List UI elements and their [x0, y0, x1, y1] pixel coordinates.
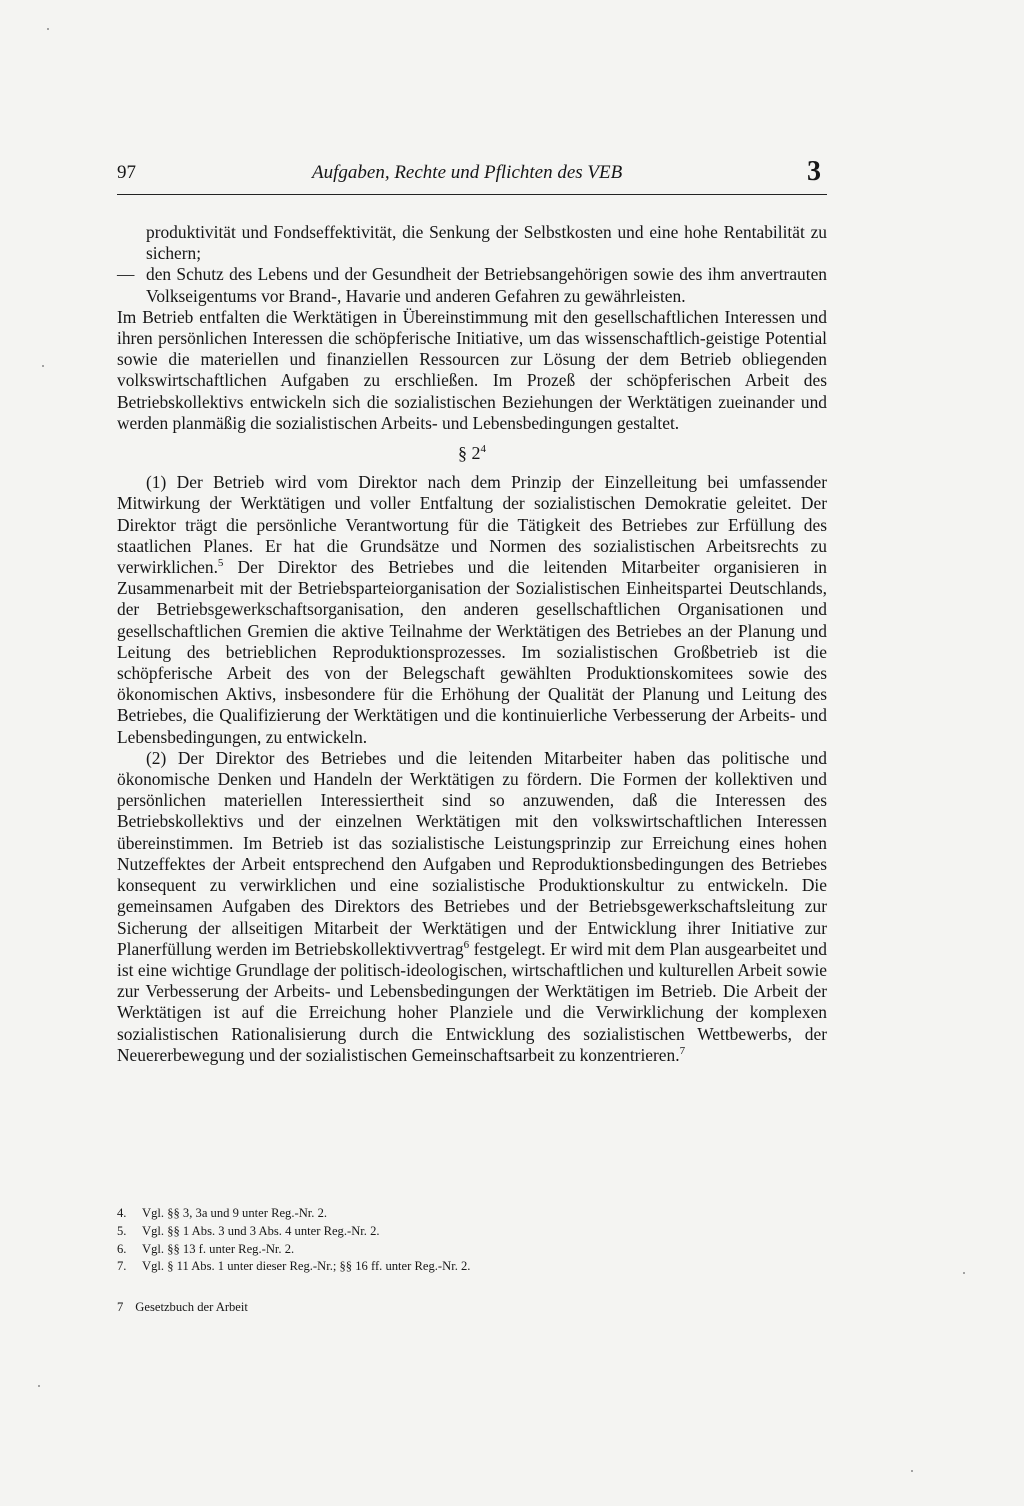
footnotes	[117, 1205, 827, 1276]
paragraph-1-text-b: Der Direktor des Betriebes und die leitenden Mitarbeiter organisieren in Zusammenarbeit mit der Betriebsparteiorganisation der Sozialistischen Einheitspartei Deutschlands, der Betriebsgewerkschaftsorganisation, den anderen gesellschaftlichen Organisationen und gesellschaftlichen Gremien die aktive Teilnahme der Werktätigen des Betriebes an der Planung und Leitung des betrieblichen Reproduktionsprozesses. Im sozialistischen Großbetrieb ist die schöpferische Arbeit des von der Belegschaft gewählten Produktionskomitees sowie des ökonomischen Aktivs, insbesondere für die Erhöhung der Qualität der Planung und Leitung des Betriebes, die Qualifizierung der Werktätigen und die kontinuierliche Verbesserung der Arbeits- und Lebensbedingungen, zu entwickeln.	[117, 557, 827, 747]
footnote-ref: 6	[463, 938, 470, 951]
footnote-number: 4.	[117, 1206, 127, 1220]
scan-speck	[38, 1385, 40, 1387]
footnote	[117, 1223, 827, 1241]
running-title: Aufgaben, Rechte und Pflichten des VEB	[312, 162, 623, 183]
footnote-number: 7.	[117, 1259, 127, 1274]
page-number: 97	[117, 162, 136, 183]
scan-speck	[911, 1470, 913, 1472]
footnote-ref: 5	[217, 557, 224, 570]
body-text	[117, 222, 827, 1066]
scan-speck	[47, 28, 49, 30]
footnote	[117, 1241, 827, 1259]
section-heading	[117, 443, 827, 464]
signature-number: 7	[117, 1300, 124, 1314]
paragraph-1-text-a: (1) Der Betrieb wird vom Direktor nach dem Prinzip der Einzelleitung bei umfassender Mitwirkung der Werktätigen und voller Entfaltung der sozialistischen Demokratie geleitet. Der Direktor trägt die persönliche Verantwortung für die Tätigkeit des Betriebes zur Erfüllung des staatlichen Planes. Er hat die Grundsätze und Normen des sozialistischen Arbeitsrechts zu verwirklichen.	[117, 472, 827, 578]
paragraph-2-text-b: festgelegt. Er wird mit dem Plan ausgearbeitet und ist eine wichtige Grundlage der politisch-ideologischen, wirtschaftlichen und kulturellen Arbeit sowie zur Verbesserung der Arbeits- und Lebensbedingungen der Werktätigen im Betrieb. Die Arbeit der Werktätigen ist auf die Erreichung hoher Planziele und die Verwirklichung der komplexen sozialistischen Rationalisierung durch die Entwicklung des sozialistischen Wettbewerbs, der Neuererbewegung und der sozialistischen Gemeinschaftsarbeit zu konzentrieren.	[117, 938, 827, 1065]
footnote-ref: 7	[679, 1044, 686, 1057]
footnote	[117, 1258, 827, 1276]
dash-item-text: den Schutz des Lebens und der Gesundheit der Betriebsangehörigen sowie des ihm anvertrauten Volkseigentums vor Brand-, Havarie und anderen Gefahren zu gewährleisten.	[146, 264, 827, 306]
section-label: § 2	[458, 443, 481, 464]
chapter-number: 3	[807, 156, 821, 187]
footnote	[117, 1205, 827, 1223]
footnote-text: Vgl. §§ 13 f. unter Reg.-Nr. 2.	[142, 1241, 295, 1256]
em-dash: —	[117, 264, 135, 285]
footnote-ref: 4	[480, 443, 486, 456]
scan-speck	[963, 1272, 965, 1274]
continued-list-item: produktivität und Fondseffektivität, die Senkung der Selbstkosten und eine hohe Rentabilität zu sichern;	[146, 222, 827, 264]
intro-paragraph: Im Betrieb entfalten die Werktätigen in Übereinstimmung mit den gesellschaftlichen Interessen und ihren persönlichen Interessen die schöpferische Initiative, um das wissenschaftlich-geistige Potential sowie die materiellen und finanziellen Ressourcen zur Lösung der dem Betrieb obliegenden volkswirtschaftlichen Aufgaben zu erschließen. Im Prozeß der schöpferischen Arbeit des Betriebskollektivs entwickeln sich die sozialistischen Beziehungen der Werktätigen zueinander und werden planmäßig die sozialistischen Arbeits- und Lebensbedingungen gestaltet.	[117, 306, 827, 433]
footnote-text: Vgl. §§ 3, 3a und 9 unter Reg.-Nr. 2.	[142, 1206, 328, 1220]
footnote-text: Vgl. §§ 1 Abs. 3 und 3 Abs. 4 unter Reg.-Nr. 2.	[142, 1223, 380, 1238]
footnote-number: 5.	[117, 1223, 127, 1238]
dash-list-item	[117, 264, 827, 306]
footnote-text: Vgl. § 11 Abs. 1 unter dieser Reg.-Nr.; §§ 16 ff. unter Reg.-Nr. 2.	[142, 1259, 471, 1274]
page-header	[117, 156, 827, 195]
scan-speck	[42, 365, 44, 367]
paragraph-2-text-a: (2) Der Direktor des Betriebes und die leitenden Mitarbeiter haben das politische und ökonomische Denken und Handeln der Werktätigen zu fördern. Die Formen der kollektiven und persönlichen materiellen Interessiertheit sind so anzuwenden, daß die Interessen des Betriebskollektivs und der einzelnen Werktätigen mit den volkswirtschaftlichen Interessen übereinstimmen. Im Betrieb ist das sozialistische Leistungsprinzip zur Erreichung eines hohen Nutzeffektes der Arbeit entsprechend den Aufgaben und Reproduktionsbedingungen des Betriebes konsequent zu verwirklichen und eine sozialistische Produktionskultur zu entwickeln. Die gemeinsamen Aufgaben des Direktors des Betriebes und der Betriebsgewerkschaftsleitung zur Sicherung der allseitigen Mitarbeit der Werktätigen und der Entwicklung ihrer Initiative zur Planerfüllung werden im Betriebskollektivvertrag	[117, 747, 827, 959]
paragraph-2	[117, 748, 827, 1066]
footnote-number: 6.	[117, 1241, 127, 1256]
paragraph-1	[117, 472, 827, 748]
signature-text: Gesetzbuch der Arbeit	[135, 1300, 248, 1314]
printer-signature	[117, 1300, 248, 1315]
